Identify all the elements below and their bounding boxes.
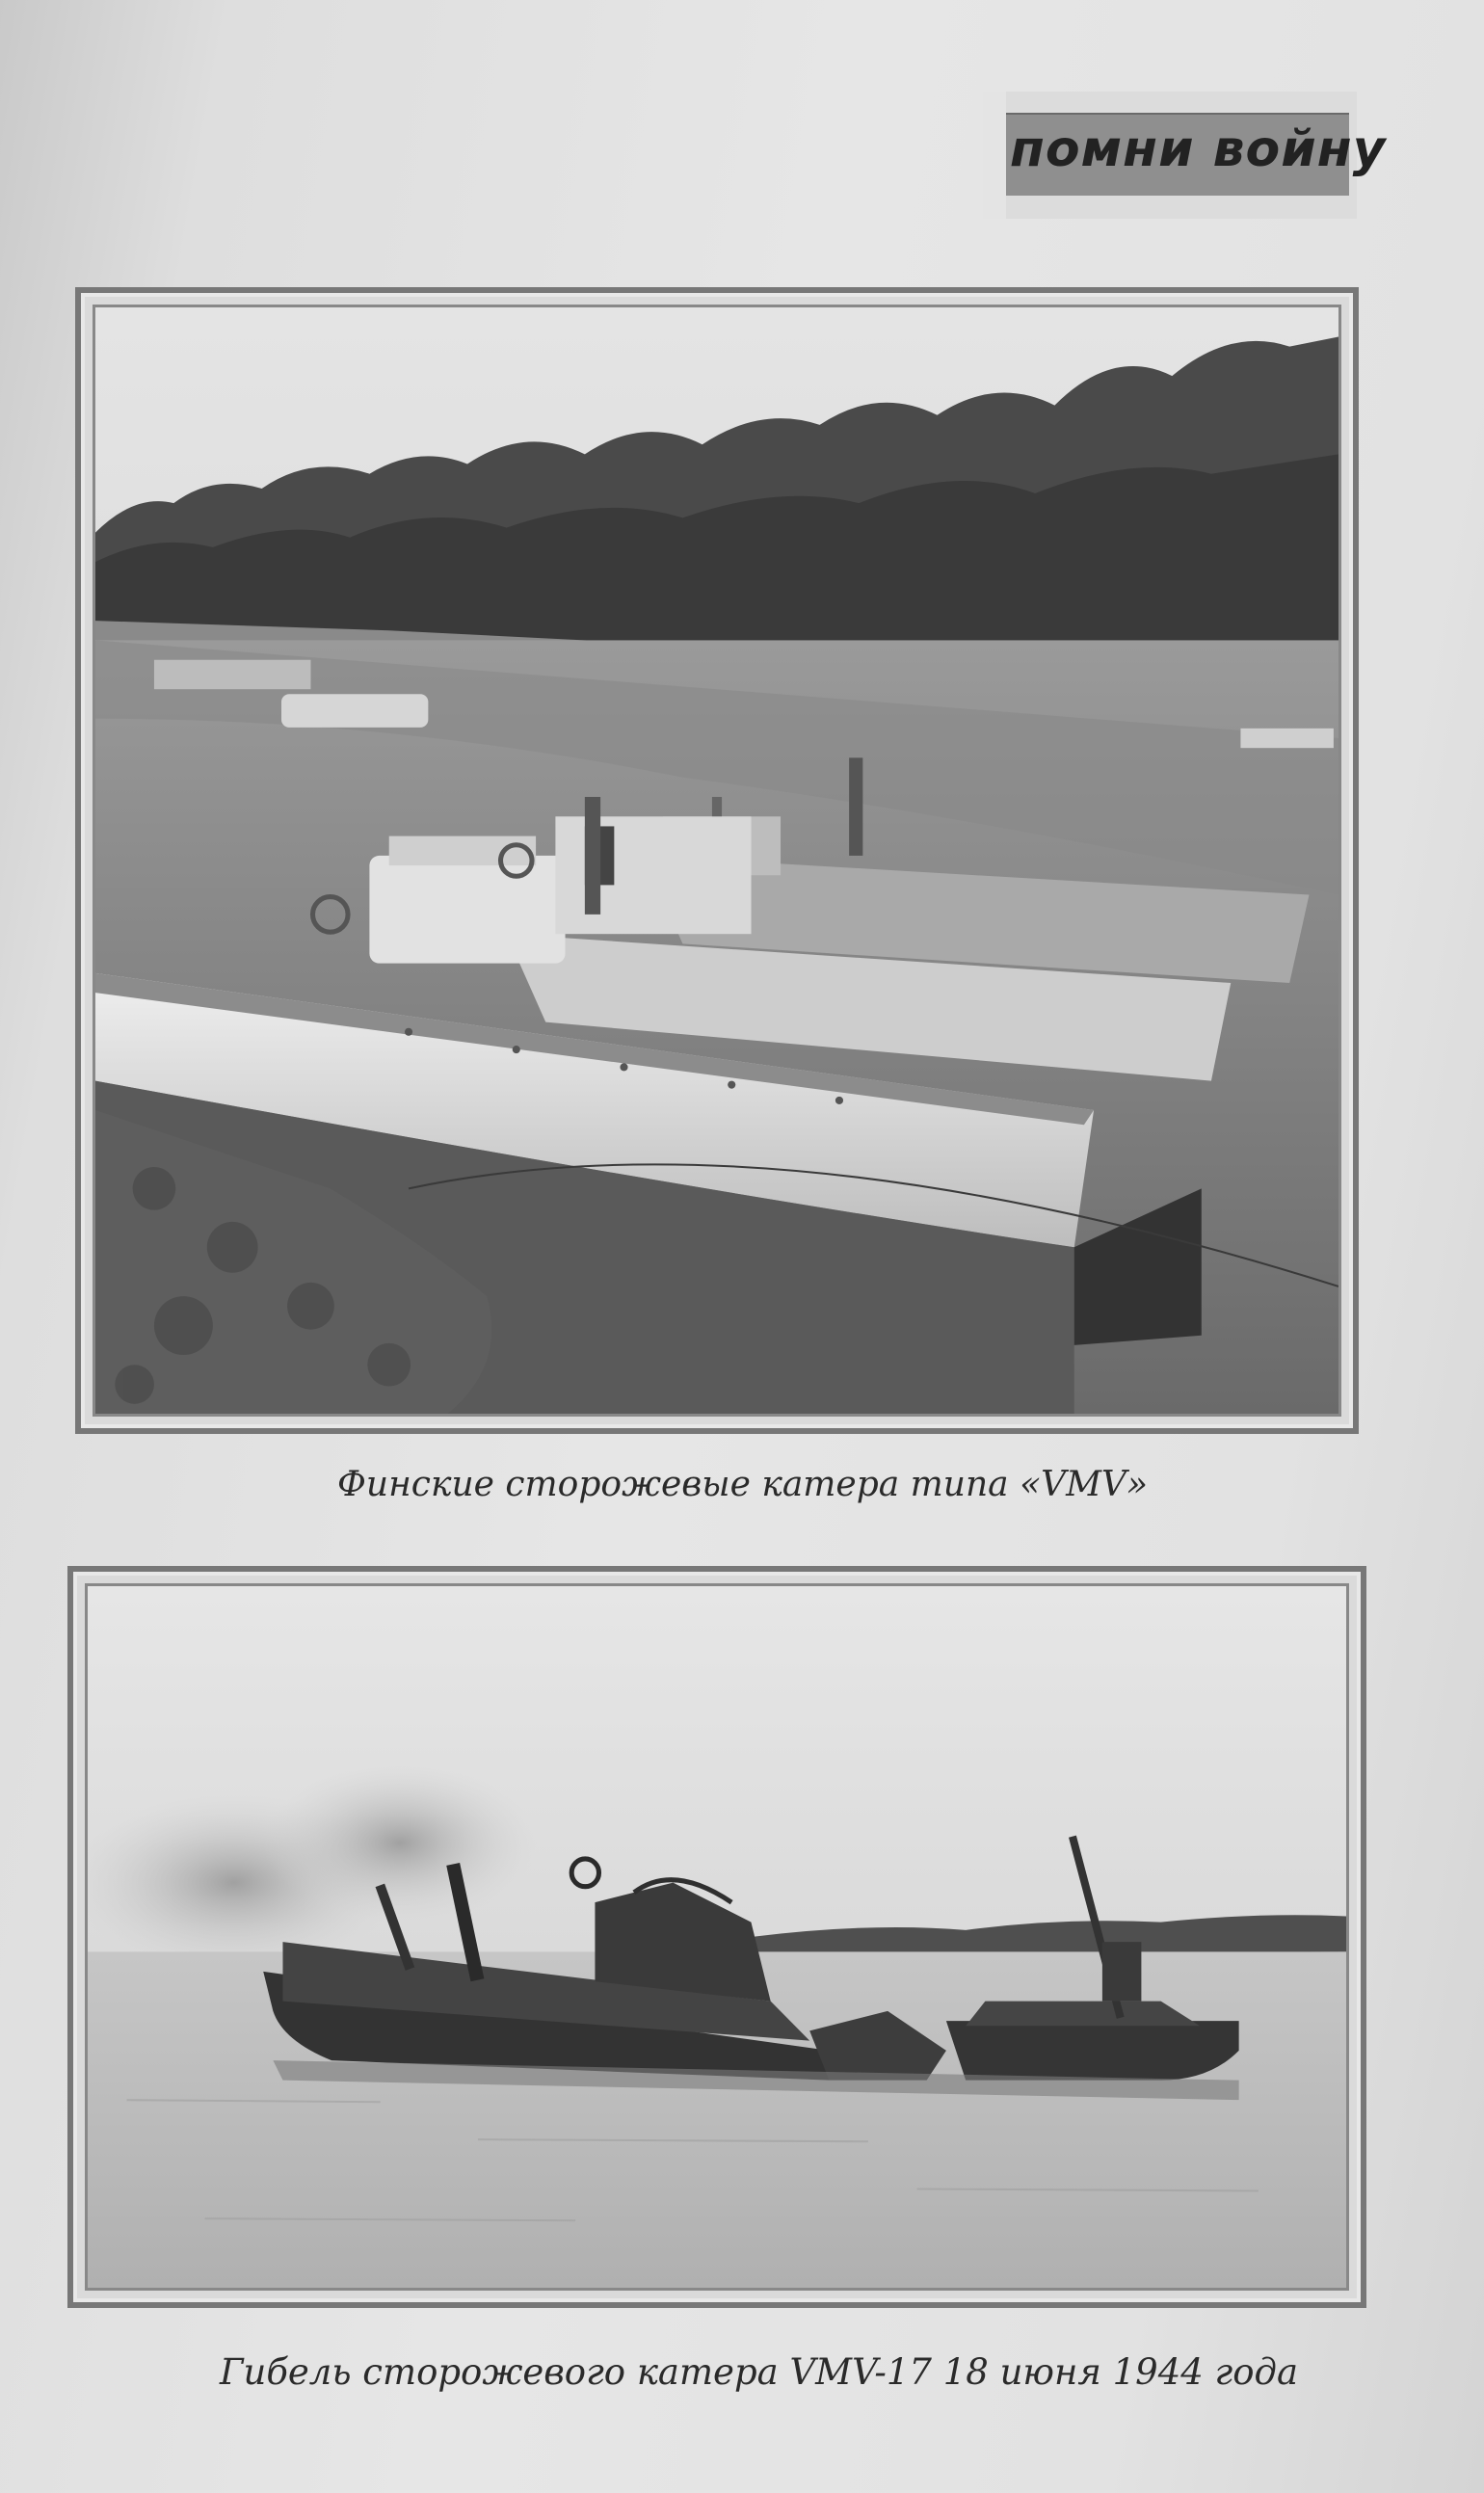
photo-2-caption: Гибель сторожевого катера VMV-17 18 июня 1944 года [220,2351,1299,2393]
photo-frame-1 [75,287,1359,1434]
photo-1 [93,305,1341,1417]
photo-2 [85,1583,1349,2291]
sinking-boat-photo [88,1586,1346,2288]
patrol-boats-photo [95,307,1338,1414]
photo-frame-2 [67,1566,1366,2308]
section-badge [983,92,1387,219]
photo-1-caption: Финские сторожевые катера типа «VMV» [337,1465,1148,1504]
section-title: помни войну [1010,120,1387,178]
badge-notch [983,92,1006,219]
